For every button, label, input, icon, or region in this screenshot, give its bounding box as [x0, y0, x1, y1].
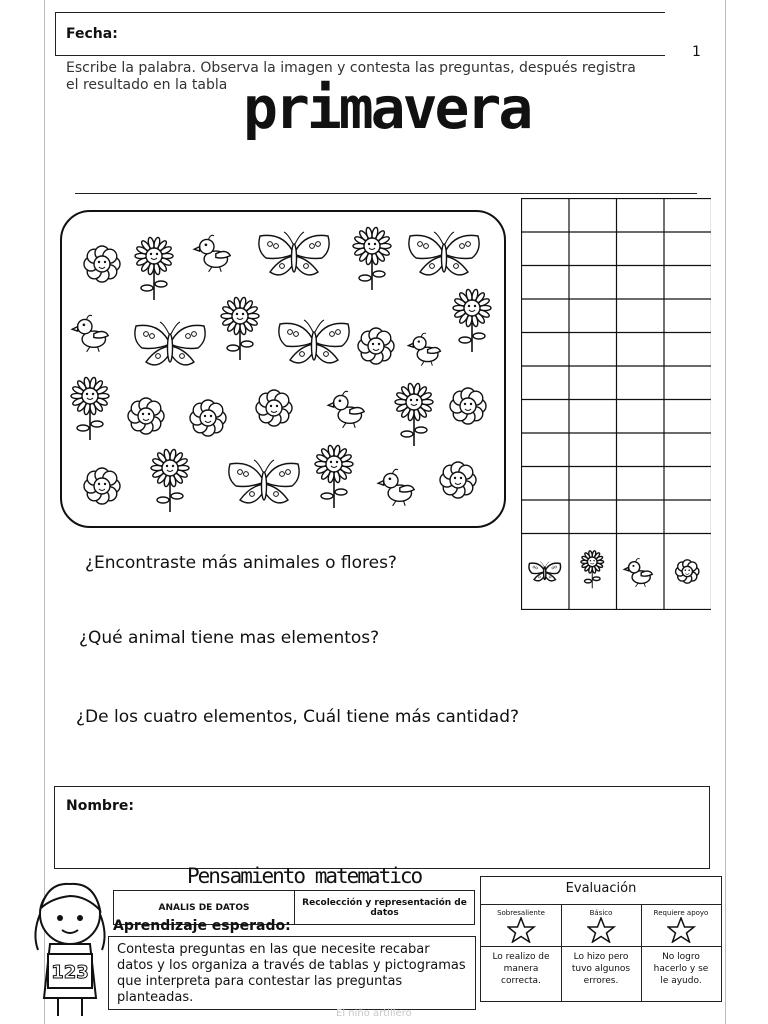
flower-icon [450, 388, 486, 424]
flower-icon [84, 246, 120, 282]
butterfly-icon [529, 562, 561, 581]
svg-text:123: 123 [51, 962, 89, 983]
eval-desc-basic: Lo hizo pero tuvo algunos errores. [571, 952, 631, 986]
star-icon[interactable] [507, 917, 587, 943]
eval-head-basic: Básico [589, 909, 613, 917]
butterfly-icon [409, 232, 479, 275]
tally-table[interactable] [521, 198, 711, 610]
sunflower-icon [353, 227, 391, 290]
section-title: Pensamiento matematico [187, 864, 422, 888]
flower-icon [358, 328, 394, 364]
title-word: primavera [243, 74, 531, 142]
star-icon[interactable] [587, 917, 667, 943]
butterfly-icon [279, 320, 349, 363]
sunflower-icon [151, 449, 189, 512]
sunflower-icon [315, 445, 353, 508]
flower-icon [676, 560, 699, 583]
sunflower-icon [71, 377, 109, 440]
question-3: ¿De los cuatro elementos, Cuál tiene más cantidad? [76, 707, 520, 727]
bird-icon [72, 315, 108, 351]
eval-head-outstanding: Sobresaliente [497, 909, 545, 917]
evaluation-box [480, 876, 722, 1002]
sunflower-icon [395, 383, 433, 446]
picture-illustrations [62, 212, 504, 526]
flower-icon [190, 400, 226, 436]
page-border-right [725, 0, 726, 1024]
bird-icon [378, 469, 414, 505]
flower-icon [256, 390, 292, 426]
sunflower-icon [135, 237, 173, 300]
sunflower-icon [453, 289, 491, 352]
evaluation-title: Evaluación [565, 881, 637, 896]
name-box[interactable] [54, 786, 710, 869]
flower-icon [440, 462, 476, 498]
page-border-left [44, 0, 45, 1024]
date-label: Fecha: [66, 26, 118, 42]
sunflower-icon [581, 550, 604, 588]
eval-desc-outstanding: Lo realizo de manera correcta. [492, 952, 550, 986]
eval-head-needs-support: Requiere apoyo [653, 909, 709, 917]
bird-icon [194, 235, 230, 271]
girl-illustration [28, 878, 114, 1018]
learning-label: Aprendizaje esperado: [113, 918, 291, 934]
eval-divider-mid [481, 946, 721, 947]
butterfly-icon [135, 322, 205, 365]
star-icon[interactable] [667, 917, 747, 943]
learning-text: Contesta preguntas en las que necesite recabar datos y los organiza a través de tablas y pictogramas que interpreta para contestar las preguntas planteadas. [108, 936, 476, 1010]
bird-icon [328, 391, 364, 427]
butterfly-icon [259, 232, 329, 275]
question-1: ¿Encontraste más animales o flores? [85, 553, 397, 573]
bird-icon [624, 559, 652, 587]
eval-divider-top [481, 904, 721, 905]
question-2: ¿Qué animal tiene mas elementos? [79, 628, 380, 648]
flower-icon [128, 398, 164, 434]
writing-line[interactable] [75, 193, 697, 194]
topic-cell-analysis: ANALIS DE DATOS [114, 891, 295, 924]
date-box [55, 12, 665, 56]
eval-desc-needs-support: No logro hacerlo y se le ayudo. [653, 952, 709, 986]
flower-icon [84, 468, 120, 504]
page-number: 1 [692, 44, 701, 60]
butterfly-icon [229, 460, 299, 503]
instructions: Escribe la palabra. Observa la imagen y contesta las preguntas, después registra el resultado en la tabla [66, 60, 636, 93]
name-label: Nombre: [66, 798, 134, 814]
bird-icon [408, 333, 440, 365]
topic-cell-collection: Recolección y representación de datos [302, 897, 467, 918]
picture-frame [60, 210, 506, 528]
watermark: El niño artillero [336, 1008, 412, 1019]
sunflower-icon [221, 297, 259, 360]
